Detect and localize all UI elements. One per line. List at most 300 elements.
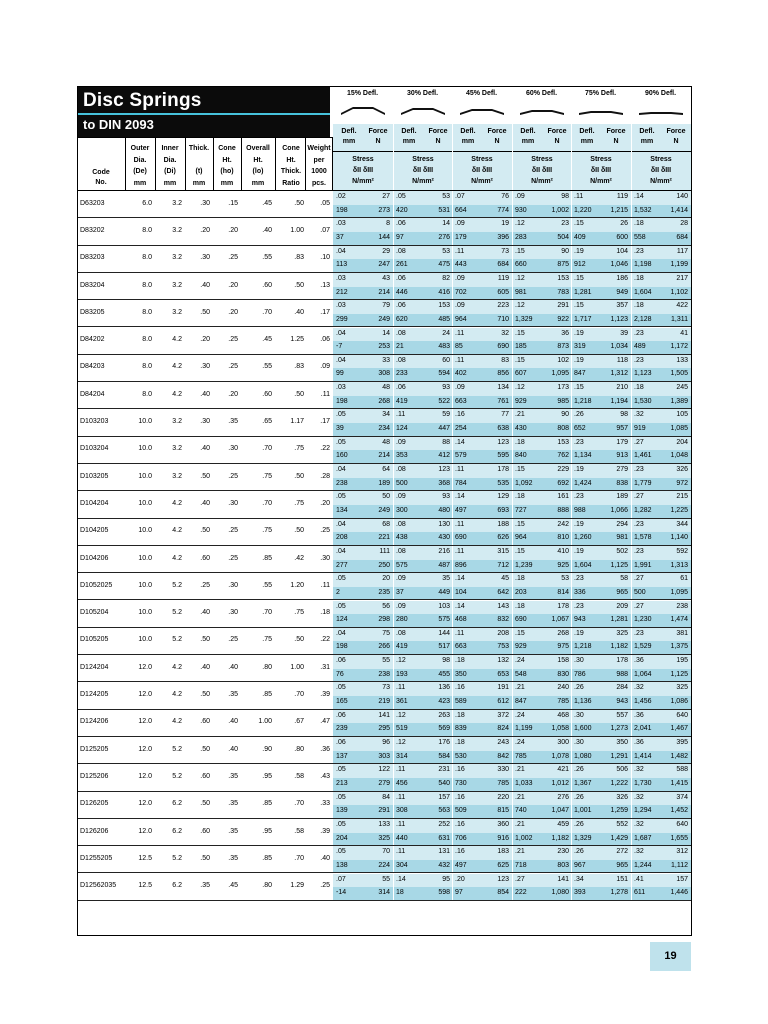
stress-sigma-ii: 193	[396, 670, 408, 678]
stress-sigma-iii: 690	[497, 343, 509, 351]
part-code: D124205	[80, 691, 109, 699]
stress-sigma-ii: 179	[455, 233, 467, 241]
force-n: 350	[616, 739, 628, 746]
force-n: 300	[557, 739, 569, 746]
stress-sigma-ii: 1,424	[574, 479, 592, 487]
spec-outer: 10.0	[138, 636, 152, 644]
stress-sigma-iii: 430	[438, 534, 450, 542]
force-n: 23	[561, 220, 569, 228]
deflection-mm: .05	[336, 684, 346, 692]
deflection-mm: .16	[455, 411, 465, 419]
stress-sigma-ii: 1,717	[574, 315, 592, 323]
spec-cone: .30	[228, 445, 238, 453]
defl-subheader-stress: Stress	[590, 156, 612, 163]
stress-sigma-iii: 965	[616, 861, 628, 869]
force-n: 119	[616, 193, 628, 200]
force-n: 104	[616, 247, 628, 255]
spec-cone: .25	[228, 527, 238, 535]
spec-cone: .20	[228, 308, 238, 316]
force-n: 84	[382, 793, 390, 801]
defl-group-divider	[512, 218, 513, 245]
force-n: 117	[676, 247, 688, 255]
stress-sigma-iii: 1,429	[610, 834, 628, 842]
defl-group-divider	[452, 682, 453, 709]
deflection-mm: .06	[336, 739, 346, 746]
defl-group-divider	[571, 710, 572, 737]
defl-group-divider	[512, 409, 513, 436]
stress-sigma-ii: 1,064	[634, 670, 652, 678]
force-n: 552	[616, 820, 628, 828]
defl-group-divider	[631, 764, 632, 791]
stress-sigma-ii: 718	[515, 861, 527, 869]
spec-ratio: 1.20	[290, 581, 304, 589]
stress-sigma-ii: 1,461	[634, 452, 652, 460]
stress-sigma-ii: 1,578	[634, 534, 652, 542]
force-n: 188	[497, 520, 509, 528]
stress-sigma-ii: 919	[634, 425, 646, 433]
force-n: 141	[557, 875, 569, 883]
spec-outer: 8.0	[142, 254, 152, 262]
stress-sigma-ii: 786	[574, 670, 586, 678]
defl-group-divider	[393, 124, 394, 190]
force-n: 153	[557, 438, 569, 446]
stress-sigma-iii: 1,273	[610, 725, 628, 733]
stress-sigma-iii: 949	[616, 288, 628, 296]
stress-sigma-iii: 279	[378, 779, 390, 787]
deflection-mm: .06	[336, 711, 346, 719]
stress-sigma-ii: 137	[336, 752, 348, 760]
spec-weight: .07	[320, 226, 330, 234]
stress-sigma-ii: 500	[634, 588, 646, 596]
defl-group-divider	[393, 273, 394, 300]
deflection-mm: .11	[396, 793, 406, 801]
force-n: 178	[616, 657, 628, 665]
header-divider-4	[241, 137, 242, 190]
deflection-mm: .09	[396, 602, 406, 610]
spec-thick: .30	[200, 418, 210, 426]
table-row	[78, 328, 691, 355]
stress-sigma-ii: 1,529	[634, 643, 652, 651]
defl-group-divider	[512, 328, 513, 355]
deflection-mm: .04	[336, 247, 346, 255]
spec-weight: .20	[320, 499, 330, 507]
force-n: 140	[676, 193, 688, 200]
stress-sigma-iii: 653	[497, 670, 509, 678]
deflection-mm: .18	[515, 575, 525, 583]
force-n: 133	[378, 820, 390, 828]
spec-inner: 5.2	[172, 636, 182, 644]
spec-outer: 10.0	[138, 609, 152, 617]
defl-subheader-force: Force	[487, 128, 507, 135]
deflection-mm: .12	[515, 384, 525, 392]
defl-group-divider	[393, 491, 394, 518]
stress-sigma-iii: 832	[497, 616, 509, 624]
defl-group-divider	[393, 519, 394, 546]
spec-thick: .50	[200, 636, 210, 644]
defl-group-divider	[512, 382, 513, 409]
deflection-mm: .12	[396, 739, 406, 746]
stress-sigma-ii: 579	[455, 452, 467, 460]
spec-ratio: 1.25	[290, 336, 304, 344]
part-code: D84204	[80, 390, 105, 398]
defl-group-divider	[571, 655, 572, 682]
deflection-mm: .05	[336, 766, 346, 774]
defl-group-divider	[452, 737, 453, 764]
force-n: 50	[382, 493, 390, 501]
deflection-mm: .09	[455, 220, 465, 228]
defl-group-label-1: 30% Defl.	[406, 90, 439, 97]
stress-sigma-ii: 690	[455, 534, 467, 542]
force-n: 33	[382, 356, 390, 364]
stress-sigma-iii: 1,012	[551, 779, 569, 787]
stress-sigma-ii: 1,198	[634, 261, 652, 269]
spec-ratio: .70	[294, 854, 304, 862]
spec-thick: .40	[200, 281, 210, 289]
spec-ratio: .83	[294, 363, 304, 371]
stress-sigma-iii: 268	[378, 397, 390, 405]
deflection-mm: .14	[455, 575, 465, 583]
force-n: 592	[676, 547, 688, 555]
defl-group-divider	[512, 124, 513, 190]
spec-weight: .31	[320, 663, 330, 671]
stress-sigma-ii: 497	[455, 861, 467, 869]
table-row	[78, 682, 691, 709]
deflection-mm: .04	[336, 520, 346, 528]
force-n: 73	[501, 247, 509, 255]
spec-ratio: .67	[294, 718, 304, 726]
defl-group-divider	[631, 628, 632, 655]
spec-outer: 12.0	[138, 772, 152, 780]
deflection-mm: .24	[515, 739, 525, 746]
column-header-cone-line-0: Cone	[218, 145, 236, 152]
force-n: 410	[557, 547, 569, 555]
force-n: 79	[382, 302, 390, 310]
defl-subheader-sigma_labels: δII δIII	[471, 167, 493, 174]
stress-sigma-ii: 2	[336, 588, 340, 596]
stress-sigma-ii: 730	[455, 779, 467, 787]
deflection-mm: .23	[634, 329, 644, 337]
defl-group-divider	[571, 846, 572, 873]
stress-sigma-iii: 308	[378, 370, 390, 378]
table-row	[78, 382, 691, 409]
deflection-mm: .26	[574, 793, 584, 801]
title-divider	[78, 113, 330, 115]
deflection-mm: .34	[574, 875, 584, 883]
defl-group-divider	[393, 628, 394, 655]
spec-overall: .60	[262, 281, 272, 289]
column-header-inner-line-2: (Di)	[164, 168, 176, 175]
stress-sigma-ii: 1,604	[634, 288, 652, 296]
force-n: 315	[497, 547, 509, 555]
spec-thick: .50	[200, 527, 210, 535]
defl-group-divider	[631, 328, 632, 355]
force-n: 36	[561, 329, 569, 337]
stress-sigma-iii: 981	[616, 534, 628, 542]
spec-cone: .35	[228, 691, 238, 699]
part-code: D125205	[80, 745, 109, 753]
defl-subheader-mm: mm	[402, 138, 416, 145]
defl-group-divider	[452, 464, 453, 491]
disc-spring-icon	[518, 103, 566, 117]
defl-group-divider	[393, 191, 394, 218]
deflection-mm: .15	[515, 329, 525, 337]
deflection-mm: .16	[455, 684, 465, 692]
deflection-mm: .12	[515, 302, 525, 310]
stress-sigma-ii: 663	[455, 397, 467, 405]
stress-sigma-ii: 784	[455, 479, 467, 487]
stress-sigma-ii: 1,991	[634, 561, 652, 569]
table-row	[78, 819, 691, 846]
part-code: D125206	[80, 772, 109, 780]
stress-sigma-iii: 423	[438, 698, 450, 706]
deflection-mm: .23	[574, 493, 584, 501]
force-n: 45	[501, 575, 509, 583]
stress-sigma-iii: 925	[557, 561, 569, 569]
spec-cone: .25	[228, 636, 238, 644]
force-n: 209	[616, 602, 628, 610]
deflection-mm: .18	[634, 220, 644, 228]
stress-sigma-ii: 204	[336, 834, 348, 842]
defl-group-divider	[571, 382, 572, 409]
defl-group-divider	[452, 846, 453, 873]
stress-sigma-ii: 1,329	[574, 834, 592, 842]
stress-sigma-ii: 39	[336, 425, 344, 433]
stress-sigma-ii: 2,041	[634, 725, 652, 733]
deflection-mm: .18	[455, 739, 465, 746]
defl-subheader-defl: Defl.	[401, 128, 417, 135]
deflection-mm: .06	[396, 274, 406, 282]
spec-inner: 3.2	[172, 254, 182, 262]
spec-inner: 4.2	[172, 363, 182, 371]
force-n: 90	[561, 411, 569, 419]
deflection-mm: .21	[515, 820, 525, 828]
defl-group-divider	[571, 628, 572, 655]
stress-sigma-iii: 253	[378, 343, 390, 351]
stress-sigma-ii: 21	[396, 343, 404, 351]
force-n: 136	[438, 684, 450, 692]
stress-sigma-iii: 631	[438, 834, 450, 842]
deflection-mm: .09	[455, 302, 465, 310]
defl-group-divider	[393, 682, 394, 709]
deflection-mm: .12	[396, 711, 406, 719]
force-n: 41	[680, 329, 688, 337]
spec-outer: 12.0	[138, 745, 152, 753]
spec-outer: 6.0	[142, 199, 152, 207]
force-n: 123	[497, 875, 509, 883]
stress-sigma-iii: 803	[557, 861, 569, 869]
spec-inner: 4.2	[172, 554, 182, 562]
deflection-mm: .15	[574, 384, 584, 392]
force-n: 330	[497, 766, 509, 774]
part-code: D105204	[80, 609, 109, 617]
stress-sigma-iii: 1,067	[551, 616, 569, 624]
force-n: 61	[680, 575, 688, 583]
stress-sigma-ii: 497	[455, 506, 467, 514]
part-code: D103205	[80, 472, 109, 480]
force-n: 130	[438, 520, 450, 528]
spec-weight: .22	[320, 445, 330, 453]
part-code: D83204	[80, 281, 105, 289]
force-n: 123	[438, 466, 450, 473]
defl-group-divider	[571, 792, 572, 819]
force-n: 60	[442, 356, 450, 364]
stress-sigma-iii: 965	[616, 588, 628, 596]
stress-sigma-ii: 165	[336, 698, 348, 706]
stress-sigma-iii: 449	[438, 588, 450, 596]
force-n: 243	[497, 739, 509, 746]
spec-ratio: 1.00	[290, 226, 304, 234]
stress-sigma-ii: 1,002	[515, 834, 533, 842]
force-n: 123	[497, 438, 509, 446]
spec-overall: .85	[262, 800, 272, 808]
disc-spring-icon	[577, 103, 625, 117]
force-n: 20	[382, 575, 390, 583]
stress-sigma-ii: 222	[515, 889, 527, 897]
force-n: 178	[497, 466, 509, 473]
spec-weight: .11	[320, 390, 330, 398]
defl-group-divider	[512, 655, 513, 682]
deflection-mm: .12	[515, 274, 525, 282]
spec-ratio: .50	[294, 472, 304, 480]
stress-sigma-iii: 1,414	[670, 206, 688, 214]
stress-sigma-iii: 1,313	[670, 561, 688, 569]
defl-subheader-rule	[333, 151, 393, 152]
spec-cone: .30	[228, 499, 238, 507]
force-n: 59	[442, 411, 450, 419]
defl-group-divider	[452, 191, 453, 218]
force-n: 325	[676, 684, 688, 692]
defl-group-divider	[512, 601, 513, 628]
spec-ratio: .70	[294, 691, 304, 699]
stress-sigma-iii: 957	[616, 425, 628, 433]
defl-group-divider	[452, 246, 453, 273]
force-n: 48	[382, 438, 390, 446]
stress-sigma-ii: 361	[396, 698, 408, 706]
spec-cone: .25	[228, 336, 238, 344]
force-n: 93	[442, 384, 450, 392]
spec-outer: 8.0	[142, 281, 152, 289]
force-n: 242	[557, 520, 569, 528]
spec-thick: .20	[200, 226, 210, 234]
force-n: 422	[676, 302, 688, 310]
deflection-mm: .23	[574, 575, 584, 583]
deflection-mm: .11	[455, 356, 465, 364]
disc-spring-icon	[458, 103, 506, 117]
defl-group-divider	[452, 328, 453, 355]
spec-overall: .45	[262, 199, 272, 207]
force-n: 220	[497, 793, 509, 801]
stress-sigma-iii: 1,086	[670, 698, 688, 706]
stress-sigma-iii: 1,655	[670, 834, 688, 842]
table-row	[78, 273, 691, 300]
spec-thick: .35	[200, 882, 210, 890]
defl-group-divider	[393, 246, 394, 273]
force-n: 143	[497, 602, 509, 610]
stress-sigma-iii: 1,048	[670, 452, 688, 460]
defl-group-divider	[631, 124, 632, 190]
stress-sigma-iii: 485	[438, 315, 450, 323]
defl-subheader-sigma_labels: δII δIII	[352, 167, 374, 174]
stress-sigma-iii: 1,034	[610, 343, 628, 351]
spec-overall: .90	[262, 745, 272, 753]
force-n: 215	[676, 493, 688, 501]
deflection-mm: .30	[574, 739, 584, 746]
defl-group-divider	[631, 874, 632, 901]
spec-cone: .25	[228, 363, 238, 371]
column-header-thick-line-2: (t)	[195, 168, 203, 175]
defl-group-label-2: 45% Defl.	[465, 90, 498, 97]
stress-sigma-iii: 943	[616, 698, 628, 706]
stress-sigma-ii: 350	[455, 670, 467, 678]
stress-sigma-iii: 774	[497, 206, 509, 214]
deflection-mm: .05	[336, 438, 346, 446]
stress-sigma-iii: 922	[557, 315, 569, 323]
defl-group-divider	[631, 437, 632, 464]
stress-sigma-ii: 1,294	[634, 807, 652, 815]
table-row	[78, 737, 691, 764]
deflection-mm: .04	[336, 329, 346, 337]
defl-group-divider	[452, 819, 453, 846]
force-n: 55	[382, 875, 390, 883]
defl-subheader-sigma_labels: δII δIII	[590, 167, 612, 174]
defl-subheader-mm: mm	[521, 138, 535, 145]
force-n: 325	[616, 629, 628, 637]
deflection-mm: .08	[396, 329, 406, 337]
defl-subheader-defl: Defl.	[579, 128, 595, 135]
spec-overall: .55	[262, 363, 272, 371]
header-top-rule	[78, 137, 332, 138]
stress-sigma-iii: 584	[438, 752, 450, 760]
deflection-mm: .15	[574, 302, 584, 310]
force-n: 183	[497, 848, 509, 856]
spec-weight: .39	[320, 691, 330, 699]
table-row	[78, 764, 691, 791]
deflection-mm: .27	[634, 575, 644, 583]
defl-group-divider	[571, 300, 572, 327]
stress-sigma-ii: 446	[396, 288, 408, 296]
stress-sigma-iii: 276	[438, 233, 450, 241]
stress-sigma-ii: 1,230	[634, 616, 652, 624]
defl-group-divider	[393, 819, 394, 846]
defl-subheader-n: N	[435, 138, 441, 145]
defl-group-divider	[512, 191, 513, 218]
column-header-cone-line-1: Ht.	[222, 156, 232, 164]
column-header-weight-line-0: Weight	[307, 145, 331, 152]
header-divider-1	[155, 137, 156, 190]
deflection-mm: .32	[634, 766, 644, 774]
stress-sigma-iii: 475	[438, 261, 450, 269]
stress-sigma-iii: 1,140	[670, 534, 688, 542]
column-header-thick-line-3: mm	[192, 179, 206, 187]
force-n: 32	[501, 329, 509, 337]
defl-group-divider	[452, 601, 453, 628]
deflection-mm: .07	[455, 193, 465, 200]
force-n: 468	[557, 711, 569, 719]
spec-outer: 12.0	[138, 800, 152, 808]
stress-sigma-ii: 1,080	[574, 752, 592, 760]
force-n: 53	[561, 575, 569, 583]
spec-inner: 4.2	[172, 390, 182, 398]
stress-sigma-iii: 504	[557, 233, 569, 241]
stress-sigma-iii: 221	[378, 534, 390, 542]
deflection-mm: .18	[634, 274, 644, 282]
defl-subheader-rule	[512, 151, 572, 152]
force-n: 122	[378, 766, 390, 774]
spec-outer: 10.0	[138, 527, 152, 535]
stress-sigma-iii: 1,095	[670, 588, 688, 596]
defl-group-divider	[631, 491, 632, 518]
part-code: D103203	[80, 418, 109, 426]
